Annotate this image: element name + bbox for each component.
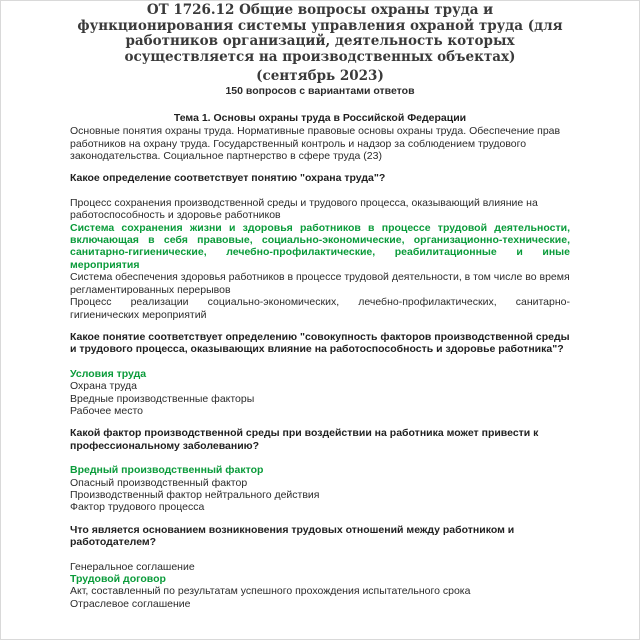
answer-option-correct: Трудовой договор [70,573,166,585]
question-text: Какой фактор производственной среды при воздействии на работника может привести к профессиональному заболеванию? [70,427,539,452]
answer-option: Акт, составленный по результатам успешного прохождения испытательного срока [70,585,471,598]
answer-option: Процесс реализации социально-экономических, лечебно-профилактических, санитарно-гигиенических мероприятий [70,296,570,321]
answer-option: Рабочее место [70,404,144,417]
answer-option: Генеральное соглашение [70,560,195,573]
document-date: (сентябрь 2023) [256,68,384,84]
answer-option: Фактор трудового процесса [70,501,205,514]
answer-option-correct: Вредный производственный фактор [70,464,264,477]
topic-description: Основные понятия охраны труда. Нормативные правовые основы охраны труда. Обеспечение прав работников на охрану труда. Государственный контроль и надзор за соблюдением трудового законодательства. Социальное партнерство в сфере труда (23) [70,125,561,163]
question-text: Какое понятие соответствует определению "совокупность факторов производственной среды и трудового процесса, оказывающих влияние на работоспособность и здоровье работника"? [70,330,570,356]
answer-option: Отраслевое соглашение [70,597,191,610]
answer-option: Производственный фактор нейтрального действия [70,488,320,501]
answer-option: Опасный производственный фактор [70,476,248,489]
document-title: ОТ 1726.12 Общие вопросы охраны труда и функционирования системы управления охраной труда (для работников организаций, деятельность которых осуществляется на производственных объектах) [77,2,563,65]
question-text: Какое определение соответствует понятию "охрана труда"? [70,172,386,185]
answer-option: Охрана труда [70,380,137,393]
question-count: 150 вопросов с вариантами ответов [225,85,415,98]
document-page [70,0,570,610]
answer-text: Система обеспечения здоровья работников в процессе трудовой деятельности, в том числе во время регламентированных перерывов [70,271,570,296]
answer-option [70,271,570,296]
question-text: Что является основанием возникновения трудовых отношений между работником и работодателем? [70,523,515,549]
answer-option: Процесс сохранения производственной среды и трудового процесса, оказывающий влияние на работоспособность и здоровье работников [70,196,538,222]
topic-title: Тема 1. Основы охраны труда в Российской Федерации [173,111,467,124]
answer-option-correct: Система сохранения жизни и здоровья работников в процессе трудовой деятельности, включающая в себя правовые, социально-экономические, организационно-технические, санитарно-гигиенические, лечебно-профилактические, реабилитационные и иные мероприятия [70,221,570,271]
answer-option-correct: Условия труда [70,367,147,380]
answer-option: Вредные производственные факторы [70,392,255,405]
